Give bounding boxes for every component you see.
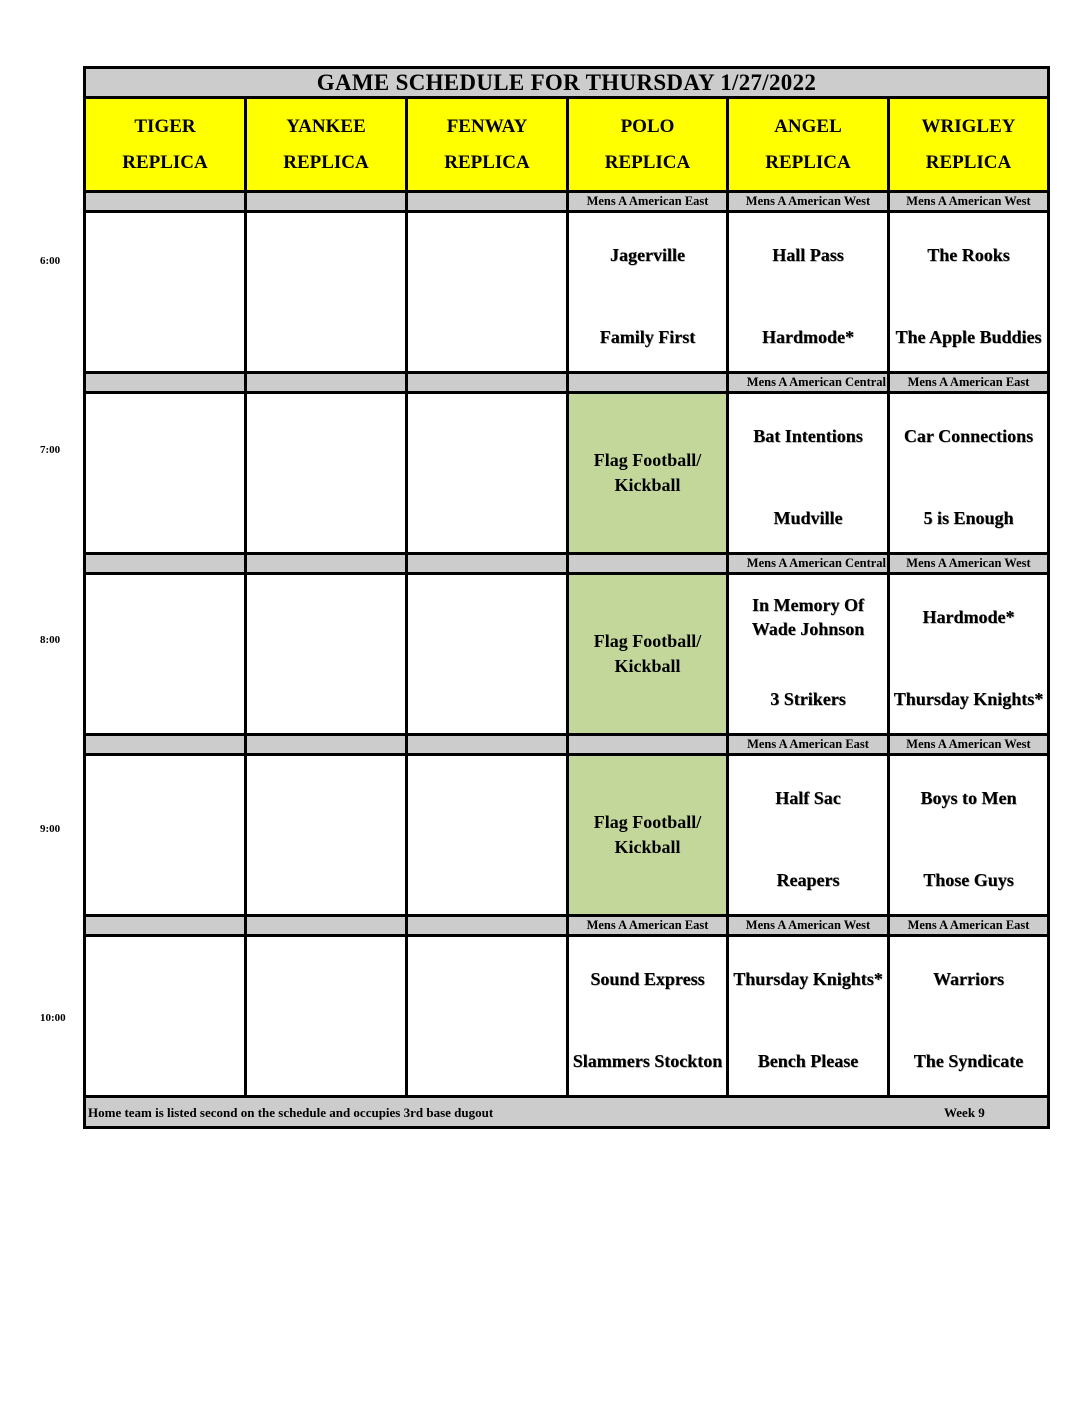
field-name: POLO — [620, 115, 675, 137]
time-slot-row — [85, 212, 1049, 373]
empty-cell — [85, 393, 246, 554]
division-label: Mens A American West — [889, 735, 1049, 755]
away-team: Bat Intentions — [753, 426, 863, 446]
away-team: Hardmode* — [922, 607, 1015, 627]
field-name: YANKEE — [286, 115, 366, 137]
division-row — [85, 916, 1049, 936]
blocked-slot — [568, 393, 728, 554]
game-cell — [889, 936, 1049, 1097]
field-type: REPLICA — [765, 151, 851, 173]
footer-row — [85, 1097, 1049, 1128]
game-cell — [889, 393, 1049, 554]
division-label: Mens A American East — [568, 192, 728, 212]
footer-note: Home team is listed second on the schedule and occupies 3rd base dugout — [88, 1105, 494, 1120]
division-label — [85, 554, 246, 574]
empty-cell — [407, 755, 568, 916]
empty-cell — [85, 755, 246, 916]
division-row — [85, 373, 1049, 393]
division-label — [407, 735, 568, 755]
field-type: REPLICA — [444, 151, 530, 173]
game-cell — [728, 755, 889, 916]
division-label — [85, 916, 246, 936]
field-type: REPLICA — [925, 151, 1012, 173]
blocked-slot — [568, 574, 728, 735]
away-team: Car Connections — [903, 426, 1034, 446]
game-cell — [728, 936, 889, 1097]
division-label: Mens A American East — [568, 916, 728, 936]
field-type: REPLICA — [604, 151, 691, 173]
home-team: Reapers — [776, 870, 840, 890]
away-team: Jagerville — [610, 245, 685, 265]
empty-cell — [246, 755, 407, 916]
game-cell — [568, 212, 728, 373]
home-team: Those Guys — [923, 870, 1014, 890]
home-team: Mudville — [773, 508, 843, 528]
division-label: Mens A American West — [728, 192, 889, 212]
field-header-fenway — [407, 98, 568, 192]
empty-cell — [85, 212, 246, 373]
empty-cell — [246, 212, 407, 373]
blocked-slot — [568, 755, 728, 916]
away-team: Warriors — [933, 969, 1004, 989]
time-slot-row — [85, 574, 1049, 735]
division-label: Mens A American Central — [728, 373, 889, 393]
division-label — [568, 735, 728, 755]
division-label: Mens A American East — [728, 735, 889, 755]
empty-cell — [246, 936, 407, 1097]
field-type: REPLICA — [122, 151, 208, 173]
division-label: Mens A American Central — [728, 554, 889, 574]
page-title: GAME SCHEDULE FOR THURSDAY 1/27/2022 — [85, 68, 1049, 98]
game-cell — [728, 393, 889, 554]
away-team: Sound Express — [590, 969, 705, 989]
division-label: Mens A American West — [728, 916, 889, 936]
division-label: Mens A American East — [889, 916, 1049, 936]
schedule-sheet — [83, 66, 1047, 1129]
field-name: FENWAY — [446, 115, 528, 137]
division-label: Mens A American West — [889, 554, 1049, 574]
empty-cell — [246, 393, 407, 554]
week-label: Week 9 — [944, 1105, 985, 1120]
home-team: Slammers Stockton — [572, 1051, 723, 1071]
division-label — [407, 373, 568, 393]
division-label — [246, 373, 407, 393]
division-row — [85, 192, 1049, 212]
field-header-angel — [728, 98, 889, 192]
division-row — [85, 554, 1049, 574]
away-team: In Memory Of Wade Johnson — [751, 595, 865, 639]
division-label — [407, 554, 568, 574]
field-name: TIGER — [134, 115, 196, 137]
division-label: Mens A American West — [889, 192, 1049, 212]
division-label — [246, 916, 407, 936]
empty-cell — [407, 393, 568, 554]
game-cell — [728, 212, 889, 373]
time-label: 10:00 — [40, 1012, 66, 1024]
away-team: Thursday Knights* — [733, 969, 883, 989]
away-team: Half Sac — [775, 788, 841, 808]
division-label — [85, 373, 246, 393]
division-label — [407, 192, 568, 212]
division-label — [85, 192, 246, 212]
game-cell — [889, 212, 1049, 373]
division-label — [407, 916, 568, 936]
home-team: Hardmode* — [762, 327, 854, 347]
time-slot-row — [85, 936, 1049, 1097]
field-header-tiger — [85, 98, 246, 192]
home-team: Bench Please — [757, 1051, 859, 1071]
time-slot-row — [85, 393, 1049, 554]
block-label: Flag Football/ Kickball — [593, 631, 702, 676]
field-name: WRIGLEY — [921, 115, 1016, 137]
home-team: Thursday Knights* — [893, 689, 1044, 709]
field-type: REPLICA — [283, 151, 369, 173]
field-header-yankee — [246, 98, 407, 192]
field-header-row — [85, 98, 1049, 192]
game-cell — [568, 936, 728, 1097]
empty-cell — [246, 574, 407, 735]
block-label: Flag Football/ Kickball — [593, 450, 702, 495]
empty-cell — [85, 936, 246, 1097]
empty-cell — [85, 574, 246, 735]
title-row — [85, 68, 1049, 98]
field-header-polo — [568, 98, 728, 192]
home-team: Family First — [599, 327, 696, 347]
division-label — [85, 735, 246, 755]
division-label — [246, 192, 407, 212]
home-team: The Apple Buddies — [895, 327, 1042, 347]
away-team: The Rooks — [927, 245, 1010, 265]
block-label: Flag Football/ Kickball — [593, 812, 702, 857]
home-team: 5 is Enough — [923, 508, 1014, 528]
away-team: Hall Pass — [772, 245, 844, 265]
division-label — [246, 554, 407, 574]
time-label: 6:00 — [40, 255, 61, 267]
schedule-table — [83, 66, 1050, 1129]
division-label: Mens A American East — [889, 373, 1049, 393]
home-team: 3 Strikers — [770, 689, 846, 709]
empty-cell — [407, 212, 568, 373]
division-label — [568, 373, 728, 393]
field-header-wrigley — [889, 98, 1049, 192]
game-cell — [889, 574, 1049, 735]
empty-cell — [407, 574, 568, 735]
time-label: 9:00 — [40, 823, 61, 835]
home-team: The Syndicate — [913, 1051, 1024, 1071]
away-team: Boys to Men — [920, 788, 1017, 808]
game-cell — [728, 574, 889, 735]
time-slot-row — [85, 755, 1049, 916]
empty-cell — [407, 936, 568, 1097]
division-row — [85, 735, 1049, 755]
division-label — [246, 735, 407, 755]
field-name: ANGEL — [774, 115, 842, 137]
time-label: 8:00 — [40, 634, 61, 646]
division-label — [568, 554, 728, 574]
game-cell — [889, 755, 1049, 916]
time-label: 7:00 — [40, 444, 61, 456]
